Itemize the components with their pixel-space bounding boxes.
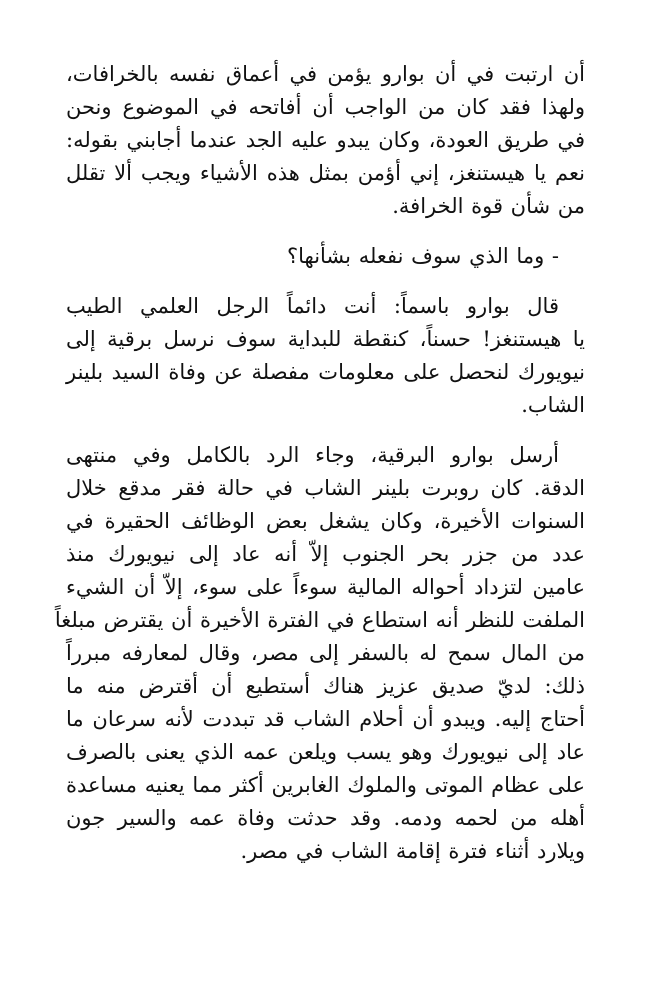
- text-line: على عظام الموتى والملوك الغابرين أكثر مما يعنيه مساعدة: [66, 773, 585, 797]
- text-line: عدد من جزر بحر الجنوب إلاّ أنه عاد إلى نيويورك منذ: [66, 542, 585, 566]
- text-line: يا هيستنغز! حسناً، كنقطة للبداية سوف نرسل برقية إلى: [66, 327, 585, 351]
- paragraph-gap: [66, 422, 585, 439]
- paragraph-2: [66, 240, 585, 273]
- paragraph-3: [66, 290, 585, 422]
- text-line: أحتاج إليه. ويبدو أن أحلام الشاب قد تبددت لأنه سرعان ما: [66, 707, 585, 731]
- text-line: ويلارد أثناء فترة إقامة الشاب في مصر.: [240, 839, 585, 863]
- text-line: أن ارتبت في أن بوارو يؤمن في أعماق نفسه بالخرافات،: [66, 62, 585, 86]
- paragraph-1: [66, 58, 585, 223]
- text-line: أهله من لحمه ودمه. وقد حدثت وفاة عمه والسير جون: [66, 806, 585, 830]
- text-line: قال بوارو باسماً: أنت دائماً الرجل العلمي الطيب: [66, 294, 559, 318]
- text-line: من شأن قوة الخرافة.: [392, 194, 585, 218]
- text-line: السنوات الأخيرة، وكان يشغل بعض الوظائف الحقيرة في: [66, 509, 585, 533]
- text-line: - وما الذي سوف نفعله بشأنها؟: [286, 244, 559, 268]
- text-line: من المال سمح له بالسفر إلى مصر، وقال لمعارفه مبرراً: [66, 641, 585, 665]
- paragraph-4: [54, 439, 585, 868]
- text-line: ذلك: لديّ صديق عزيز هناك أستطيع أن أقترض منه ما: [66, 674, 585, 698]
- text-line: في طريق العودة، وكان يبدو عليه الجد عندما أجابني بقوله:: [66, 128, 585, 152]
- paragraph-gap: [66, 223, 585, 240]
- text-line: الدقة. كان روبرت بلينر الشاب في حالة فقر مدقع خلال: [66, 476, 585, 500]
- text-line: أرسل بوارو البرقية، وجاء الرد بالكامل وفي منتهى: [66, 443, 559, 467]
- text-line: عاد إلى نيويورك وهو يسب ويلعن عمه الذي يعنى بالصرف: [66, 740, 585, 764]
- text-line: عامين لتزداد أحواله المالية سوءاً على سوء، إلاّ أن الشيء: [66, 575, 585, 599]
- text-line: الملفت للنظر أنه استطاع في الفترة الأخيرة أن يقترض مبلغاً: [54, 608, 585, 632]
- text-line: الشاب.: [521, 393, 585, 417]
- text-line: ولهذا فقد كان من الواجب أن أفاتحه في الموضوع ونحن: [66, 95, 585, 119]
- text-line: نعم يا هيستنغز، إني أؤمن بمثل هذه الأشياء ويجب ألا تقلل: [66, 161, 585, 185]
- text-line: نيويورك لنحصل على معلومات مفصلة عن وفاة السيد بلينر: [66, 360, 585, 384]
- paragraph-gap: [66, 273, 585, 290]
